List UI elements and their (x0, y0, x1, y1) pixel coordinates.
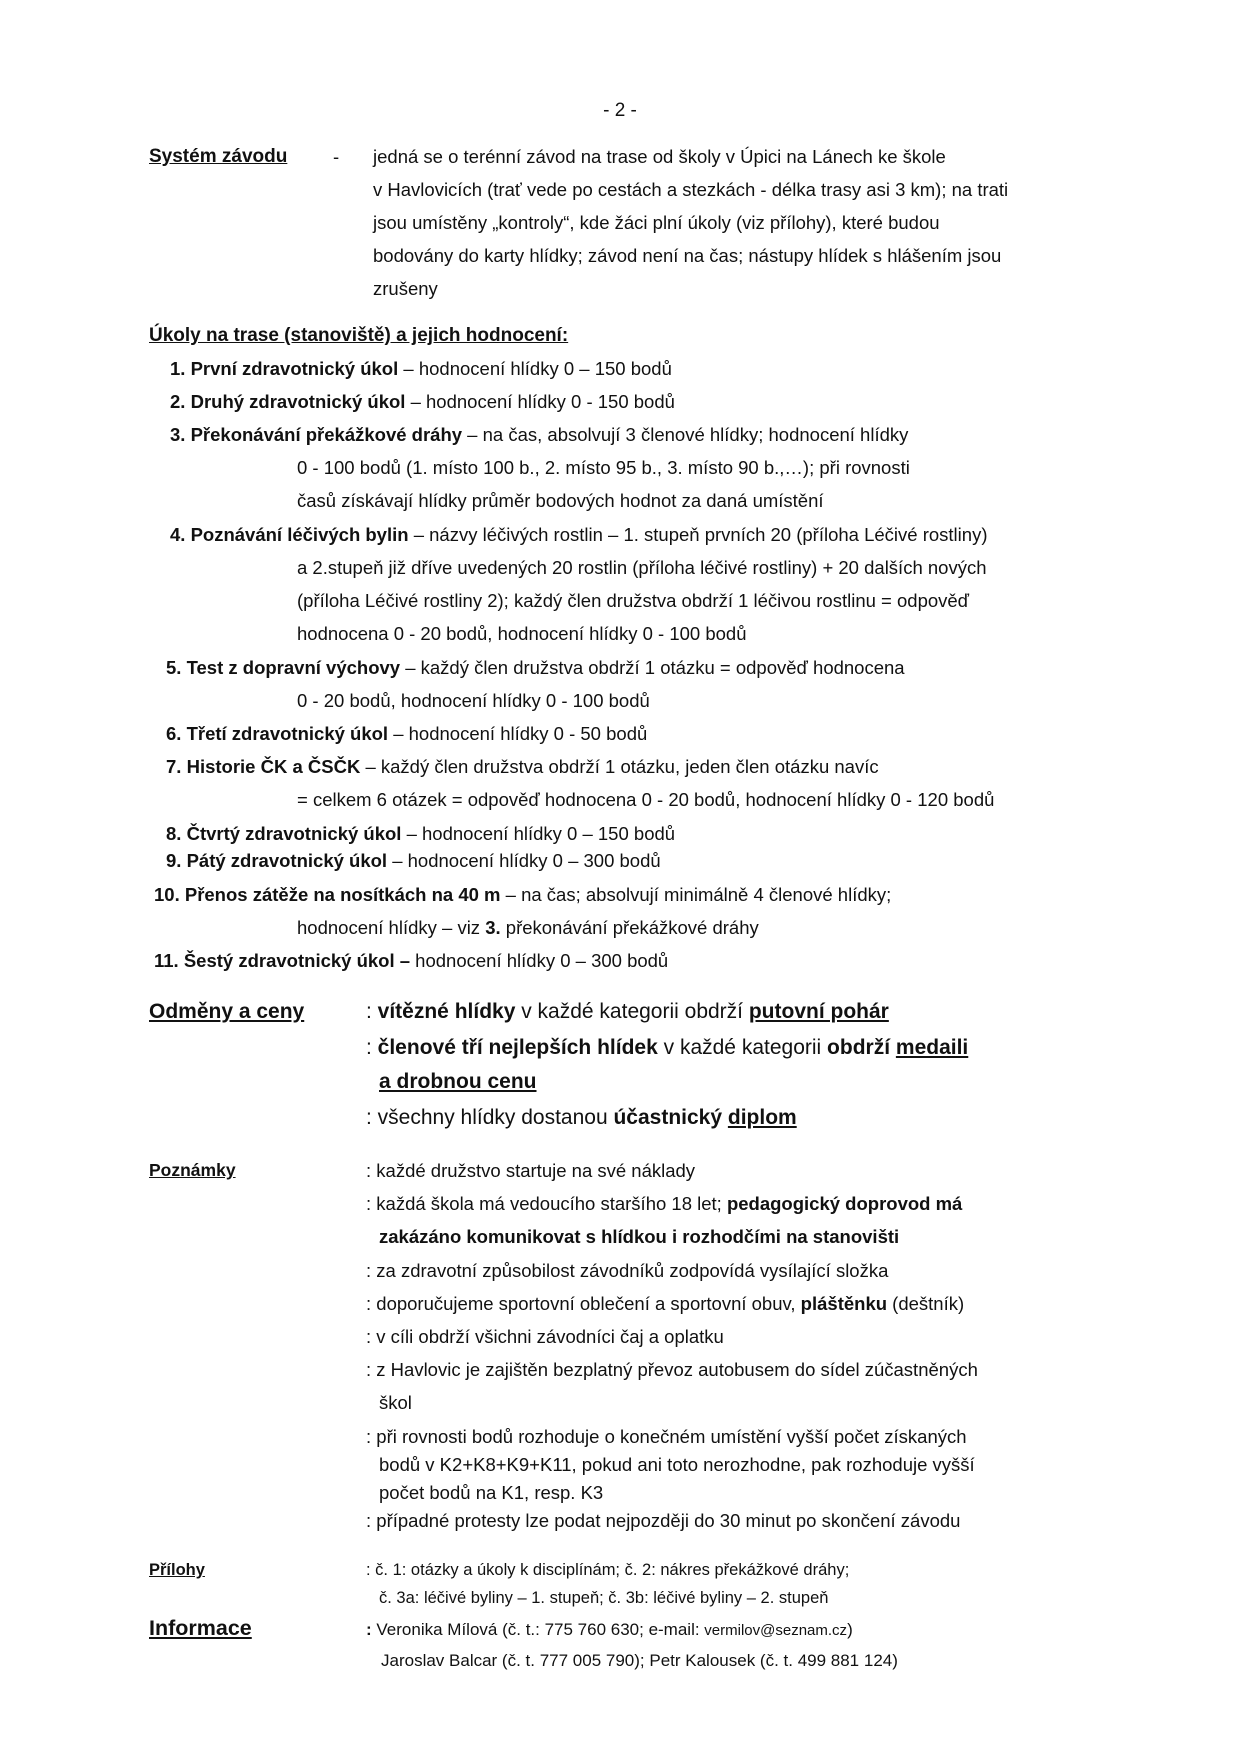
task-item (170, 524, 987, 546)
note-text: : každá škola má vedoucího staršího 18 let; (366, 1193, 727, 1214)
rewards-bold: členové tří nejlepších hlídek (377, 1036, 658, 1059)
note-text: : doporučujeme sportovní oblečení a sportovní obuv, (366, 1293, 801, 1314)
task-continuation: hodnocena 0 - 20 bodů, hodnocení hlídky 0 - 100 bodů (297, 623, 747, 644)
system-line: bodovány do karty hlídky; závod není na čas; nástupy hlídek s hlášením jsou (373, 245, 1002, 266)
note-line: škol (379, 1392, 412, 1413)
note-line: : při rovnosti bodů rozhoduje o konečném umístění vyšší počet získaných (366, 1426, 967, 1447)
task-title: Test z dopravní výchovy (186, 657, 401, 678)
task-text: – názvy léčivých rostlin – 1. stupeň prvních 20 (příloha Léčivé rostliny) (408, 524, 988, 545)
task-number: 5. (166, 657, 182, 678)
task-number: 8. (166, 823, 182, 844)
rewards-bold: vítězné hlídky (377, 1000, 516, 1023)
task-text: – každý člen družstva obdrží 1 otázku, jeden člen otázku navíc (360, 756, 879, 777)
task-item (154, 950, 668, 972)
task-continuation-text: překonávání překážkové dráhy (500, 917, 759, 938)
section-label-info: Informace (149, 1616, 252, 1640)
rewards-prize: putovní pohár (748, 1000, 889, 1023)
task-reference: 3. (485, 917, 501, 938)
task-title: Překonávání překážkové dráhy (190, 424, 463, 445)
system-line: jedná se o terénní závod na trase od školy v Úpici na Lánech ke škole (373, 146, 946, 167)
task-continuation: = celkem 6 otázek = odpověď hodnocena 0 - 20 bodů, hodnocení hlídky 0 - 120 bodů (297, 789, 995, 810)
task-title: Druhý zdravotnický úkol (190, 391, 406, 412)
task-number: 10. (154, 884, 180, 905)
task-item (170, 391, 675, 413)
task-continuation: a 2.stupeň již dříve uvedených 20 rostlin (příloha léčivé rostliny) + 20 dalších nových (297, 557, 987, 578)
task-continuation: časů získávají hlídky průměr bodových hodnot za daná umístění (297, 490, 824, 511)
task-title: Poznávání léčivých bylin (190, 524, 409, 545)
note-line (366, 1193, 962, 1215)
task-text: hodnocení hlídky 0 – 300 bodů (410, 950, 669, 971)
rewards-line (379, 1070, 537, 1094)
rewards-text: v každé kategorii obdrží (515, 1000, 749, 1023)
rewards-text: : všechny hlídky dostanou (366, 1106, 614, 1129)
task-text: – na čas; absolvují minimálně 4 členové hlídky; (500, 884, 892, 905)
task-number: 6. (166, 723, 182, 744)
task-continuation (297, 917, 759, 939)
task-number: 3. (170, 424, 186, 445)
task-title: Historie ČK a ČSČK (186, 756, 361, 777)
info-colon: : (366, 1620, 372, 1639)
task-item (166, 756, 879, 778)
section-label-rewards: Odměny a ceny (149, 1000, 305, 1023)
rewards-prize: a drobnou cenu (379, 1070, 537, 1093)
task-text: – hodnocení hlídky 0 – 150 bodů (401, 823, 676, 844)
section-label-notes: Poznámky (149, 1160, 236, 1180)
page-number: - 2 - (603, 100, 637, 121)
rewards-prefix: : (366, 1036, 378, 1059)
task-title: Třetí zdravotnický úkol (186, 723, 389, 744)
task-item (154, 884, 891, 906)
task-title: Šestý zdravotnický úkol – (183, 950, 411, 971)
note-line: : za zdravotní způsobilost závodníků zodpovídá vysílající složka (366, 1260, 889, 1281)
task-item (170, 424, 908, 446)
note-line: počet bodů na K1, resp. K3 (379, 1482, 604, 1503)
task-title: Přenos zátěže na nosítkách na 40 m (184, 884, 501, 905)
rewards-line (366, 1000, 889, 1024)
task-item (166, 723, 647, 745)
note-line (379, 1226, 899, 1248)
task-number: 2. (170, 391, 186, 412)
task-title: Pátý zdravotnický úkol (186, 850, 388, 871)
note-line (366, 1293, 964, 1315)
task-number: 7. (166, 756, 182, 777)
task-number: 4. (170, 524, 186, 545)
task-text: – hodnocení hlídky 0 – 300 bodů (387, 850, 661, 871)
system-dash: - (333, 146, 340, 167)
info-contact: Veronika Mílová (č. t.: 775 760 630; e-mail: (376, 1620, 705, 1639)
task-title: První zdravotnický úkol (190, 358, 399, 379)
note-bold: pláštěnku (800, 1293, 888, 1314)
rewards-line (366, 1106, 797, 1130)
info-line (366, 1620, 853, 1640)
task-text: – každý člen družstva obdrží 1 otázku = odpověď hodnocena (400, 657, 905, 678)
task-text: – hodnocení hlídky 0 – 150 bodů (398, 358, 672, 379)
rewards-text: v každé kategorii (657, 1036, 828, 1059)
note-line: : každé družstvo startuje na své náklady (366, 1160, 696, 1181)
tasks-heading: Úkoly na trase (stanoviště) a jejich hodnocení: (149, 325, 569, 346)
rewards-bold: obdrží (827, 1036, 891, 1059)
note-bold: zakázáno komunikovat s hlídkou i rozhodčími na stanovišti (379, 1226, 900, 1247)
note-line: bodů v K2+K8+K9+K11, pokud ani toto nerozhodne, pak rozhoduje vyšší (379, 1454, 975, 1475)
task-item (166, 657, 905, 679)
note-line: : případné protesty lze podat nejpozději do 30 minut po skončení závodu (366, 1510, 961, 1531)
note-line: : z Havlovic je zajištěn bezplatný převoz autobusem do sídel zúčastněných (366, 1359, 978, 1380)
task-title: Čtvrtý zdravotnický úkol (186, 823, 402, 844)
rewards-prize: medaili (895, 1036, 969, 1059)
task-number: 9. (166, 850, 182, 871)
section-label-system: Systém závodu (149, 146, 288, 167)
system-line: v Havlovicích (trať vede po cestách a stezkách - délka trasy asi 3 km); na trati (373, 179, 1009, 200)
note-line: : v cíli obdrží všichni závodníci čaj a oplatku (366, 1326, 724, 1347)
task-item (170, 358, 672, 380)
info-line: Jaroslav Balcar (č. t. 777 005 790); Petr Kalousek (č. t. 499 881 124) (381, 1651, 898, 1670)
info-contact-end: ) (847, 1620, 853, 1639)
section-label-attachments: Přílohy (149, 1561, 205, 1579)
note-bold: pedagogický doprovod má (726, 1193, 963, 1214)
attachment-line: č. 3a: léčivé byliny – 1. stupeň; č. 3b: léčivé byliny – 2. stupeň (379, 1589, 829, 1607)
system-line: zrušeny (373, 278, 438, 299)
rewards-prize: diplom (727, 1106, 797, 1129)
task-continuation-text: hodnocení hlídky – viz (297, 917, 486, 938)
note-text: (deštník) (887, 1293, 965, 1314)
task-number: 11. (154, 950, 179, 971)
rewards-line (366, 1036, 968, 1060)
task-number: 1. (170, 358, 186, 379)
task-text: – na čas, absolvují 3 členové hlídky; hodnocení hlídky (462, 424, 909, 445)
info-email-link[interactable]: vermilov@seznam.cz (704, 1622, 848, 1639)
task-text: – hodnocení hlídky 0 - 150 bodů (405, 391, 675, 412)
task-continuation: 0 - 100 bodů (1. místo 100 b., 2. místo 95 b., 3. místo 90 b.,…); při rovnosti (297, 457, 910, 478)
attachment-line: : č. 1: otázky a úkoly k disciplínám; č. 2: nákres překážkové dráhy; (366, 1561, 850, 1579)
task-item (166, 823, 675, 845)
rewards-prefix: : (366, 1000, 378, 1023)
task-text: – hodnocení hlídky 0 - 50 bodů (388, 723, 648, 744)
task-item (166, 850, 661, 872)
rewards-bold: účastnický (613, 1106, 723, 1129)
task-continuation: 0 - 20 bodů, hodnocení hlídky 0 - 100 bodů (297, 690, 650, 711)
task-continuation: (příloha Léčivé rostliny 2); každý člen družstva obdrží 1 léčivou rostlinu = odpověď (297, 590, 970, 611)
system-line: jsou umístěny „kontroly“, kde žáci plní úkoly (viz přílohy), které budou (373, 212, 940, 233)
